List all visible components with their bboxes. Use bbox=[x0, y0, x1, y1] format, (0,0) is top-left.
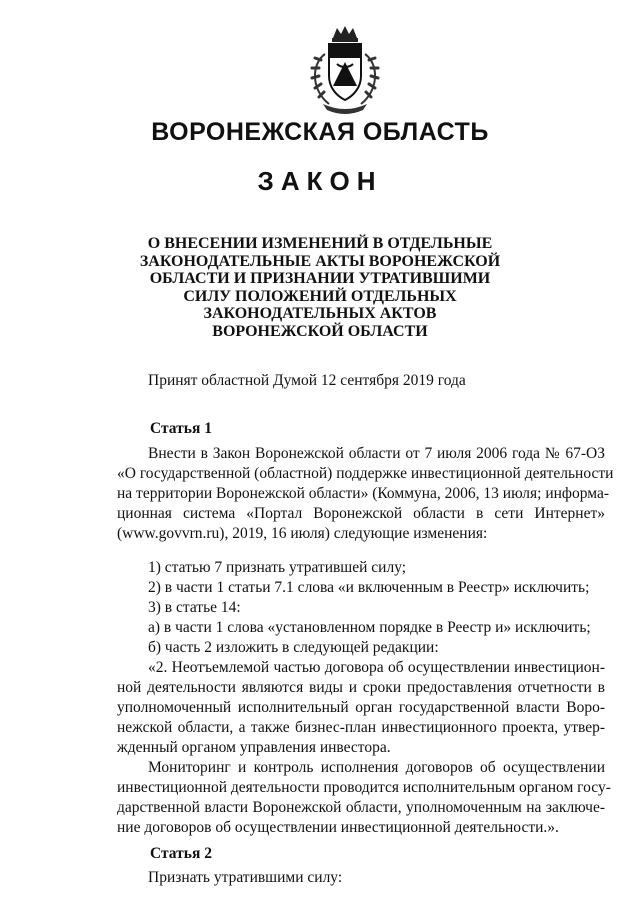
law-title-line: СИЛУ ПОЛОЖЕНИЙ ОТДЕЛЬНЫХ bbox=[183, 287, 457, 305]
body-line: ционная система «Портал Воронежской области в сети Интернет» bbox=[117, 505, 605, 522]
body-line: нежской области, а также бизнес-план инвестиционного проекта, утвер- bbox=[117, 719, 605, 736]
law-title-line: ЗАКОНОДАТЕЛЬНЫХ АКТОВ bbox=[203, 305, 437, 322]
body-line: Внести в Закон Воронежской области от 7 июля 2006 года № 67-ОЗ bbox=[148, 445, 605, 462]
body-line: ние договоров об осуществлении инвестиционной деятельности.». bbox=[117, 819, 559, 836]
list-item: 3) в статье 14: bbox=[148, 599, 241, 616]
list-item: б) часть 2 изложить в следующей редакции: bbox=[148, 639, 439, 656]
body-line: инвестиционной деятельности проводится исполнительным органом госу- bbox=[117, 779, 611, 796]
body-line: уполномоченный исполнительный орган государственной власти Воро- bbox=[117, 699, 605, 716]
law-title-line: ЗАКОНОДАТЕЛЬНЫЕ АКТЫ ВОРОНЕЖСКОЙ bbox=[139, 252, 501, 270]
list-item: а) в части 1 слова «установленном порядке в Реестр и» исключить; bbox=[148, 619, 591, 636]
article-1-heading: Статья 1 bbox=[150, 420, 212, 437]
list-item: 2) в части 1 статьи 7.1 слова «и включенным в Реестр» исключить; bbox=[148, 579, 590, 596]
list-item: 1) статью 7 признать утратившей силу; bbox=[148, 559, 407, 576]
body-line: Мониторинг и контроль исполнения договоров об осуществлении bbox=[148, 759, 605, 776]
body-line: (www.govvrn.ru), 2019, 16 июля) следующие изменения: bbox=[117, 525, 488, 542]
body-line: ной деятельности являются виды и сроки предоставления отчетности в bbox=[117, 679, 605, 696]
body-line: Признать утратившими силу: bbox=[148, 869, 343, 886]
body-line: дарственной власти Воронежской области, уполномоченным на заключе- bbox=[117, 799, 605, 816]
document-type: ЗАКОН bbox=[257, 166, 383, 196]
law-title-line: ВОРОНЕЖСКОЙ ОБЛАСТИ bbox=[212, 322, 428, 340]
law-title bbox=[130, 235, 510, 340]
adoption-statement: Принят областной Думой 12 сентября 2019 года bbox=[148, 372, 466, 389]
article-2-heading: Статья 2 bbox=[150, 845, 212, 862]
law-title-line: ОБЛАСТИ И ПРИЗНАНИИ УТРАТИВШИМИ bbox=[149, 270, 491, 287]
body-line: «О государственной (областной) поддержке инвестиционной деятельности bbox=[117, 465, 614, 482]
law-title-line: О ВНЕСЕНИИ ИЗМЕНЕНИЙ В ОТДЕЛЬНЫЕ bbox=[147, 235, 493, 252]
body-line: жденный органом управления инвестора. bbox=[117, 739, 391, 756]
body-line: «2. Неотъемлемой частью договора об осуществлении инвестицион- bbox=[148, 659, 605, 676]
body-line: на территории Воронежской области» (Коммуна, 2006, 13 июля; информа- bbox=[117, 485, 609, 502]
region-title: ВОРОНЕЖСКАЯ ОБЛАСТЬ bbox=[151, 118, 489, 146]
coat-of-arms-emblem bbox=[303, 24, 387, 116]
